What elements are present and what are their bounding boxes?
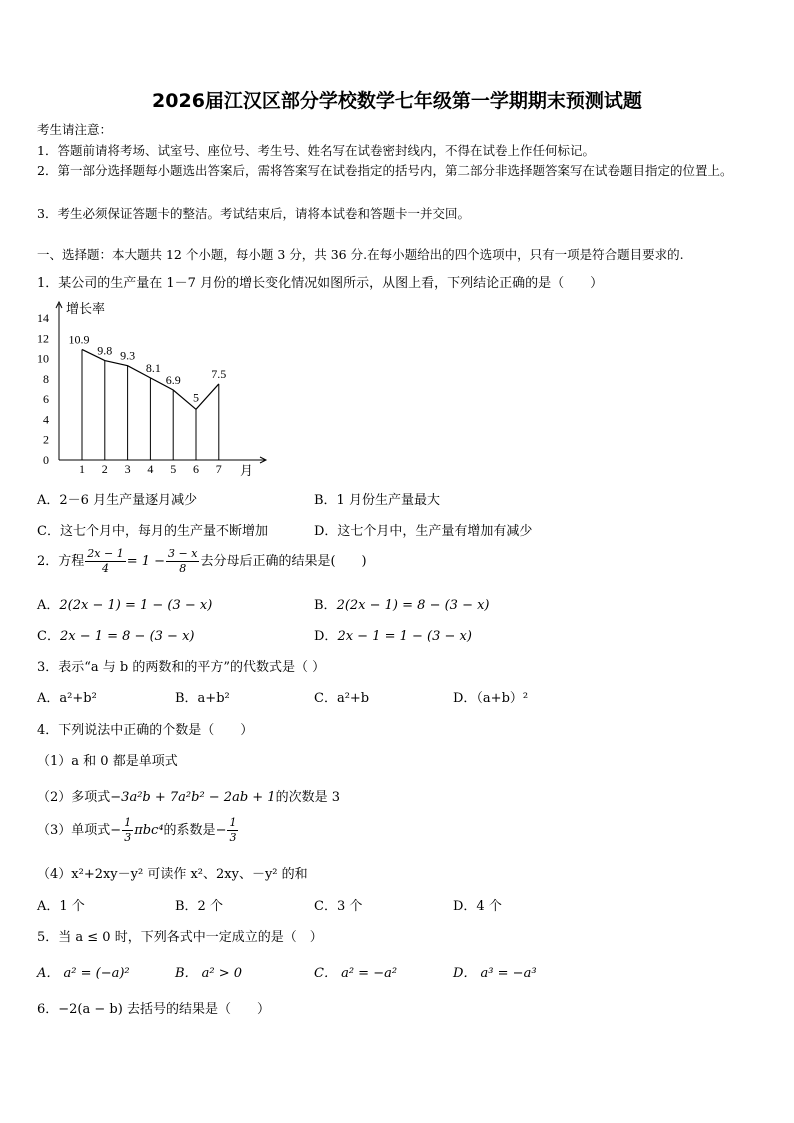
q3-option-a: A．a²+b² (37, 691, 97, 706)
x-tick-label: 6 (193, 462, 199, 476)
q2-frac1-den: 4 (101, 562, 109, 575)
notice-item-1: 1．答题前请将考场、试室号、座位号、考生号、姓名写在试卷密封线内，不得在试卷上作任何标记。 (37, 143, 595, 158)
q2-fraction-1 (85, 547, 125, 576)
notice-item-2: 2．第一部分选择题每小题选出答案后，需将答案写在试卷指定的括号内，第二部分非选择题答案写在试卷题目指定的位置上。 (37, 163, 733, 178)
y-tick-label: 4 (43, 412, 49, 427)
q1-stem: 1．某公司的生产量在 1－7 月份的增长变化情况如图所示，从图上看，下列结论正确的是（ ） (37, 276, 604, 291)
q2-expr-a: 2(2x − 1) = 1 − (3 − x) (59, 598, 213, 613)
q1-option-a: A．2－6 月生产量逐月减少 (37, 493, 198, 508)
q2-frac1-num: 2x − 1 (87, 547, 124, 560)
y-tick-label: 6 (43, 392, 49, 407)
q3-option-c: C．a²+b (314, 691, 370, 706)
q2-letter-c: C． (37, 629, 60, 644)
q4-statement-3: （3）单项式− $\frac{1}{3}$ πbc⁴的系数是− $\frac{1}{3}$ (37, 816, 237, 844)
q4-statement-1: （1）a 和 0 都是单项式 (37, 754, 178, 769)
q4-s3-frac-a-num: 1 (124, 816, 132, 829)
q5-option-a: A． a² = (−a)² (37, 966, 130, 981)
y-tick-label: 2 (43, 432, 49, 447)
q4-s3-frac-a (122, 816, 133, 845)
page-title: 2026届江汉区部分学校数学七年级第一学期期末预测试题 (152, 90, 642, 112)
q5-option-c: C． a² = −a² (314, 966, 398, 981)
q2-prefix: 2．方程 (37, 554, 85, 569)
q4-s3-mid: πbc⁴ (134, 823, 164, 838)
q2-fraction-2 (166, 547, 199, 576)
y-axis-label: 增长率 (66, 301, 106, 316)
q3-option-d: D．（a+b）² (453, 691, 529, 706)
q2-option-a (37, 594, 212, 613)
q4-s2-prefix: （2）多项式 (37, 790, 111, 805)
q2-stem (37, 547, 367, 576)
x-axis-label: 月 (240, 463, 254, 478)
x-tick-label: 4 (147, 462, 154, 476)
q4-option-c: C．3 个 (314, 899, 363, 914)
data-label: 10.9 (68, 332, 90, 347)
x-tick-label: 5 (170, 462, 177, 476)
data-label: 8.1 (145, 360, 161, 375)
notice-item-3: 3．考生必须保证答题卡的整洁。考试结束后，请将本试卷和答题卡一并交回。 (37, 206, 470, 221)
q4-s3-frac-b-num: 1 (229, 816, 237, 829)
data-label: 9.3 (120, 348, 136, 363)
q1-option-b: B．1 月份生产量最大 (314, 493, 440, 508)
q4-s3-frac-a-den: 3 (124, 831, 132, 844)
x-tick-label: 3 (124, 462, 131, 476)
data-label: 6.9 (165, 373, 181, 388)
q2-option-d (314, 625, 472, 644)
q2-suffix: 去分母后正确的结果是( ) (200, 554, 367, 569)
q4-option-b: B．2 个 (175, 899, 223, 914)
q4-s3-suffix: 的系数是 (163, 823, 216, 838)
q1-option-c: C．这七个月中，每月的生产量不断增加 (37, 524, 268, 539)
x-tick-label: 7 (215, 462, 222, 476)
y-tick-label: 14 (37, 311, 49, 325)
q2-frac2-num: 3 − x (168, 547, 198, 560)
y-tick-label: 10 (37, 351, 49, 366)
q4-s2-suffix: 的次数是 3 (275, 790, 340, 805)
q4-statement-2 (37, 786, 340, 805)
section-heading: 一、选择题：本大题共 12 个小题，每小题 3 分，共 36 分.在每小题给出的四个选项中，只有一项是符合题目要求的. (37, 247, 684, 262)
q2-letter-a: A． (37, 598, 60, 613)
data-label: 5 (193, 390, 199, 405)
data-label: 9.8 (97, 343, 113, 358)
y-tick-label: 12 (37, 331, 49, 346)
growth-chart (30, 298, 280, 480)
x-tick-label: 1 (79, 462, 85, 476)
q4-option-a: A．1 个 (37, 899, 85, 914)
q2-frac2-den: 8 (179, 562, 187, 575)
q3-option-b: B．a+b² (175, 691, 230, 706)
q4-stem: 4．下列说法中正确的个数是（ ） (37, 723, 254, 738)
q2-option-b (314, 594, 490, 613)
y-tick-label: 0 (43, 453, 49, 467)
q2-letter-b: B． (314, 598, 337, 613)
q4-s3-frac-b-den: 3 (229, 831, 237, 844)
q2-expr-c: 2x − 1 = 8 − (3 − x) (59, 629, 195, 644)
q5-option-b: B． a² > 0 (175, 966, 243, 981)
q2-mid: = 1 − (126, 554, 166, 569)
q4-s3-prefix: （3）单项式 (37, 823, 111, 838)
q2-expr-b: 2(2x − 1) = 8 − (3 − x) (336, 598, 490, 613)
q5-option-d: D． a³ = −a³ (453, 966, 537, 981)
q4-s2-expr: −3a²b + 7a²b² − 2ab + 1 (110, 790, 276, 805)
q4-option-d: D．4 个 (453, 899, 502, 914)
q4-statement-4: （4）x²+2xy－y² 可读作 x²、2xy、－y² 的和 (37, 867, 308, 882)
x-tick-label: 2 (101, 462, 108, 476)
q1-option-d: D．这七个月中，生产量有增加有减少 (314, 524, 533, 539)
q5-stem: 5．当 a ≤ 0 时，下列各式中一定成立的是（ ） (37, 930, 323, 945)
data-label: 7.5 (211, 366, 227, 381)
q2-expr-d: 2x − 1 = 1 − (3 − x) (337, 629, 472, 644)
q4-s3-frac-b (227, 816, 238, 845)
q6-stem: 6．−2(a − b) 去括号的结果是（ ） (37, 1002, 270, 1017)
y-tick-label: 8 (43, 371, 49, 386)
notice-heading: 考生请注意： (37, 122, 113, 137)
q3-stem: 3．表示“a 与 b 的两数和的平方”的代数式是（ ） (37, 660, 326, 675)
q2-option-c (37, 625, 194, 644)
q2-letter-d: D． (314, 629, 338, 644)
